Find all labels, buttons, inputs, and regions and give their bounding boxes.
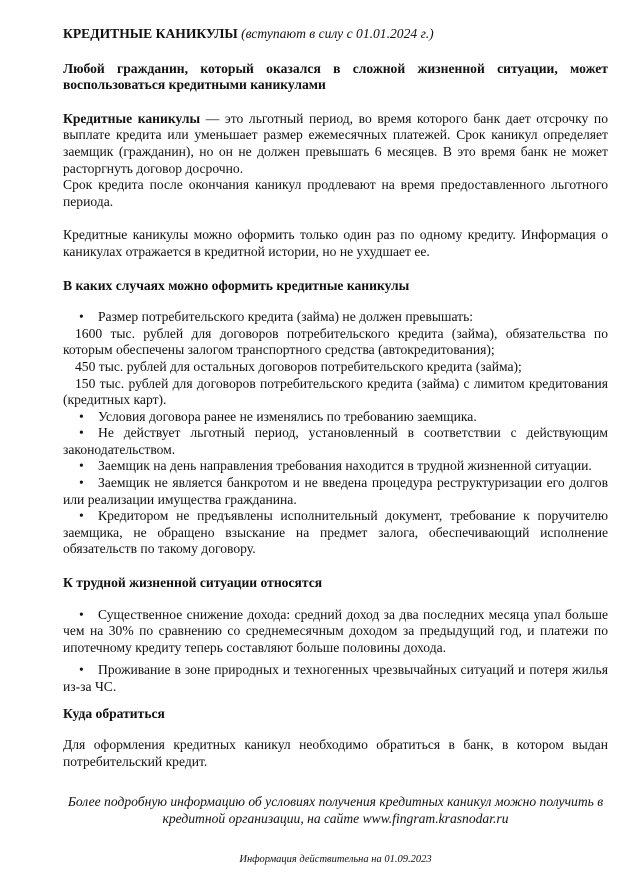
footer-note: Более подробную информацию об условиях получения кредитных каникул можно получить в кредитной организации, на сайте www.fingram.krasnodar.ru: [67, 794, 604, 826]
intro-paragraph-2: Срок кредита после окончания каникул продлевают на время предоставленного льготного периода.: [63, 177, 608, 209]
hardship-bullet-1: • Существенное снижение дохода: средний доход за два последних месяца упал больше чем на 30% по сравнению со среднемесячным доходом за предыдущий год, и платежи по ипотечному кредиту теперь составляют больше половины дохода.: [63, 607, 608, 657]
hardship-bullet-2: • Проживание в зоне природных и техногенных чрезвычайных ситуаций и потеря жилья из-за ЧС.: [63, 662, 608, 695]
title-subtitle: (вступают в силу с 01.01.2024 г.): [241, 26, 434, 41]
page-title: [63, 26, 608, 43]
cases-subitem-2: 450 тыс. рублей для остальных договоров потребительского кредита (займа);: [75, 358, 522, 374]
cases-bullet-2: • Условия договора ранее не изменялись по требованию заемщика.: [63, 409, 608, 426]
cases-bullet-4: • Заемщик на день направления требования находится в трудной жизненной ситуации.: [63, 458, 608, 475]
where-heading: Куда обратиться: [63, 705, 165, 721]
cases-bullet-6: • Кредитором не предъявлены исполнительный документ, требование к поручителю заемщика, не обращено взыскание на предмет залога, обеспечивающий исполнение обязательств по такому договору.: [63, 508, 608, 558]
cases-subitem-1: 1600 тыс. рублей для договоров потребительского кредита (займа), обязательства по которым обеспечены залогом транспортного средства (автокредитования);: [63, 325, 608, 358]
intro-definition: — это льготный период, во время которого банк дает отсрочку по выплате кредита или уменьшает размер ежемесячных платежей. Срок каникул определяет заемщик (гражданин), но он не должен превышать 6 месяцев. В это время банк не может расторгнуть договор досрочно.: [63, 110, 608, 176]
cases-bullet-1: • Размер потребительского кредита (займа) не должен превышать:: [63, 309, 608, 326]
where-paragraph: Для оформления кредитных каникул необходимо обратиться в банк, в котором выдан потребительский кредит.: [63, 737, 608, 769]
title-main: КРЕДИТНЫЕ КАНИКУЛЫ: [63, 26, 238, 41]
cases-subitem-3: 150 тыс. рублей для договоров потребительского кредита (займа) с лимитом кредитования (кредитных карт).: [63, 375, 608, 408]
intro-paragraph-3: Кредитные каникулы можно оформить только один раз по одному кредиту. Информация о каникулах отражается в кредитной истории, но не ухудшает ее.: [63, 227, 608, 259]
footer-info: Информация действительна на 01.09.2023: [239, 853, 432, 865]
cases-bullet-3: • Не действует льготный период, установленный в соответствии с действующим законодательством.: [63, 425, 608, 458]
hardship-heading: К трудной жизненной ситуации относятся: [63, 575, 323, 591]
cases-bullet-5: • Заемщик не является банкротом и не введена процедура реструктуризации его долгов или реализации имущества гражданина.: [63, 475, 608, 508]
cases-heading: В каких случаях можно оформить кредитные каникулы: [63, 277, 410, 293]
intro-paragraph-1: [63, 111, 608, 177]
lead-paragraph: Любой гражданин, который оказался в сложной жизненной ситуации, может воспользоваться кредитными каникулами: [63, 60, 608, 93]
intro-term: Кредитные каникулы: [63, 110, 201, 126]
